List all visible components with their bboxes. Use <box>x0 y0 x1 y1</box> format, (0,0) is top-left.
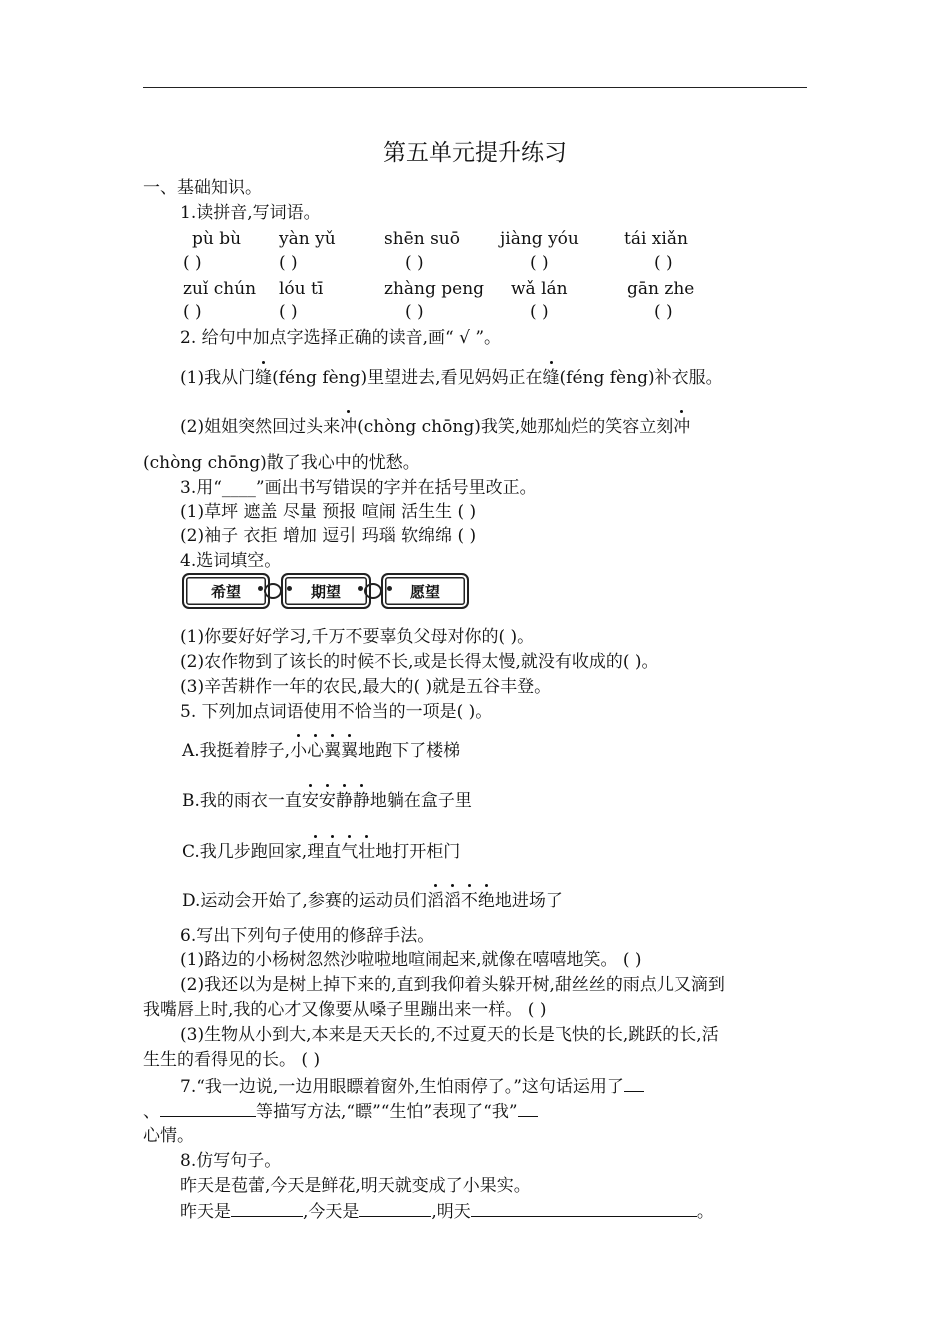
fill-blank[interactable] <box>518 1100 538 1117</box>
q5-option-b[interactable] <box>182 790 472 812</box>
fill-blank[interactable] <box>359 1200 431 1217</box>
dotted-char: 壮 <box>358 842 376 862</box>
pinyin: zhàng peng <box>384 279 485 299</box>
dotted-char: 安 <box>318 791 336 811</box>
chain-dot-icon <box>358 586 363 591</box>
dotted-phrase <box>307 842 375 862</box>
chain-dot-icon <box>258 586 263 591</box>
answer-blank[interactable]: ( ) <box>654 253 673 273</box>
q7-line-2 <box>143 1100 538 1123</box>
dotted-char: 气 <box>341 842 359 862</box>
text: (1)我从门 <box>180 368 256 388</box>
text: 、 <box>143 1102 160 1122</box>
text: 昨天是 <box>180 1202 231 1222</box>
q3-line-1: (1)草坪 遮盖 尽量 预报 喧闹 活生生 ( ) <box>180 502 477 522</box>
answer-blank[interactable]: ( ) <box>183 253 202 273</box>
chain-dot-icon <box>287 586 292 591</box>
pinyin: jiàng yóu <box>500 229 579 249</box>
answer-blank[interactable]: ( ) <box>183 302 202 322</box>
q4-sentence-1: (1)你要好好学习,千万不要辜负父母对你的( )。 <box>180 627 535 647</box>
q2-sentence-1 <box>180 367 723 389</box>
q3-title: 3.用“____”画出书写错误的字并在括号里改正。 <box>180 478 537 498</box>
text: C.我几步跑回家, <box>182 842 308 862</box>
pinyin: wǎ lán <box>511 279 568 299</box>
dotted-char: 滔 <box>443 891 461 911</box>
text: ,今天是 <box>303 1202 360 1222</box>
q6-title: 6.写出下列句子使用的修辞手法。 <box>180 926 435 946</box>
fill-blank[interactable] <box>624 1075 644 1092</box>
q2-title: 2. 给句中加点字选择正确的读音,画“ √ ”。 <box>180 328 502 348</box>
word-box: 希望 <box>182 573 270 609</box>
q7-line-3: 心情。 <box>143 1126 194 1146</box>
q5-title: 5. 下列加点词语使用不恰当的一项是( )。 <box>180 702 493 722</box>
text: (féng fèng)补衣服。 <box>559 368 723 388</box>
text: 地进场了 <box>494 891 563 911</box>
q7-line-1 <box>180 1075 644 1098</box>
dotted-char: 绝 <box>477 891 495 911</box>
dotted-char: 小 <box>290 741 308 761</box>
q3-line-2: (2)袖子 衣拒 增加 逗引 玛瑙 软绵绵 ( ) <box>180 526 477 546</box>
answer-blank[interactable]: ( ) <box>530 302 549 322</box>
word-box: 愿望 <box>381 573 469 609</box>
dotted-char: 静 <box>335 791 353 811</box>
dotted-char: 翼 <box>324 741 342 761</box>
text: D.运动会开始了,参赛的运动员们 <box>182 891 427 911</box>
pinyin: gān zhe <box>627 279 695 299</box>
fill-blank[interactable] <box>471 1200 697 1217</box>
pinyin: pù bù <box>192 229 242 249</box>
dotted-phrase <box>302 791 370 811</box>
page-title: 第五单元提升练习 <box>383 140 567 166</box>
header-rule <box>143 87 807 88</box>
pinyin: zuǐ chún <box>183 279 257 299</box>
q4-sentence-2: (2)农作物到了该长的时候不长,或是长得太慢,就没有收成的( )。 <box>180 652 659 672</box>
q8-title: 8.仿写句子。 <box>180 1151 282 1171</box>
pinyin: yàn yǔ <box>279 229 336 249</box>
answer-blank[interactable]: ( ) <box>405 253 424 273</box>
dotted-char: 静 <box>352 791 370 811</box>
answer-blank[interactable]: ( ) <box>405 302 424 322</box>
chain-link-icon <box>364 583 382 599</box>
q6-sentence-2-cont: 我嘴唇上时,我的心才又像要从嗓子里蹦出来一样。 ( ) <box>143 1000 547 1020</box>
q1-title: 1.读拼音,写词语。 <box>180 203 321 223</box>
dotted-char: 滔 <box>426 891 444 911</box>
text: 。 <box>696 1202 714 1222</box>
text: 等描写方法,“瞟”“生怕”表现了“我” <box>256 1102 518 1122</box>
text: (2)姐姐突然回过头来 <box>180 417 341 437</box>
text: 地跑下了楼梯 <box>358 741 461 761</box>
dotted-char: 直 <box>324 842 342 862</box>
pinyin: tái xiǎn <box>624 229 688 249</box>
dotted-char: 缝 <box>255 368 273 388</box>
dotted-phrase <box>427 891 495 911</box>
dotted-char: 冲 <box>340 417 358 437</box>
text: (féng fèng)里望进去,看见妈妈正在 <box>272 368 543 388</box>
dotted-char: 理 <box>307 842 325 862</box>
q5-option-c[interactable] <box>182 841 460 863</box>
dotted-phrase <box>290 741 358 761</box>
text: B.我的雨衣一直 <box>182 791 302 811</box>
text: 7.“我一边说,一边用眼瞟着窗外,生怕雨停了。”这句话运用了 <box>180 1077 624 1097</box>
q6-sentence-3: (3)生物从小到大,本来是天天长的,不过夏天的长是飞快的长,跳跃的长,活 <box>180 1025 719 1045</box>
chain-dot-icon <box>387 586 392 591</box>
section-heading: 一、基础知识。 <box>143 178 262 198</box>
answer-blank[interactable]: ( ) <box>530 253 549 273</box>
dotted-char: 安 <box>301 791 319 811</box>
fill-blank[interactable] <box>160 1100 256 1117</box>
text: 地躺在盒子里 <box>369 791 472 811</box>
dotted-char: 翼 <box>341 741 359 761</box>
pinyin: shēn suō <box>384 229 460 249</box>
q8-answer-line <box>180 1200 714 1223</box>
text: A.我挺着脖子, <box>182 741 291 761</box>
q6-sentence-3-cont: 生生的看得见的长。 ( ) <box>143 1050 321 1070</box>
answer-blank[interactable]: ( ) <box>279 302 298 322</box>
answer-blank[interactable]: ( ) <box>279 253 298 273</box>
q5-option-d[interactable] <box>182 890 563 912</box>
answer-blank[interactable]: ( ) <box>654 302 673 322</box>
word-box: 期望 <box>281 573 371 609</box>
pinyin: lóu tī <box>279 279 324 299</box>
chain-link-icon <box>264 583 282 599</box>
q2-sentence-2-cont: (chòng chōng)散了我心中的忧愁。 <box>143 453 420 473</box>
q4-sentence-3: (3)辛苦耕作一年的农民,最大的( )就是五谷丰登。 <box>180 677 552 697</box>
text: 地打开柜门 <box>375 842 461 862</box>
dotted-char: 缝 <box>542 368 560 388</box>
text: (chòng chōng)我笑,她那灿烂的笑容立刻 <box>357 417 674 437</box>
dotted-char: 心 <box>307 741 325 761</box>
dotted-char: 不 <box>460 891 478 911</box>
q5-option-a[interactable] <box>182 740 460 762</box>
q6-sentence-2: (2)我还以为是树上掉下来的,直到我仰着头躲开树,甜丝丝的雨点儿又滴到 <box>180 975 725 995</box>
fill-blank[interactable] <box>231 1200 303 1217</box>
q4-title: 4.选词填空。 <box>180 551 282 571</box>
q6-sentence-1: (1)路边的小杨树忽然沙啦啦地喧闹起来,就像在嘻嘻地笑。 ( ) <box>180 950 642 970</box>
dotted-char: 冲 <box>673 417 691 437</box>
q8-example: 昨天是苞蕾,今天是鲜花,明天就变成了小果实。 <box>180 1176 531 1196</box>
q2-sentence-2 <box>180 416 690 438</box>
text: ,明天 <box>431 1202 471 1222</box>
